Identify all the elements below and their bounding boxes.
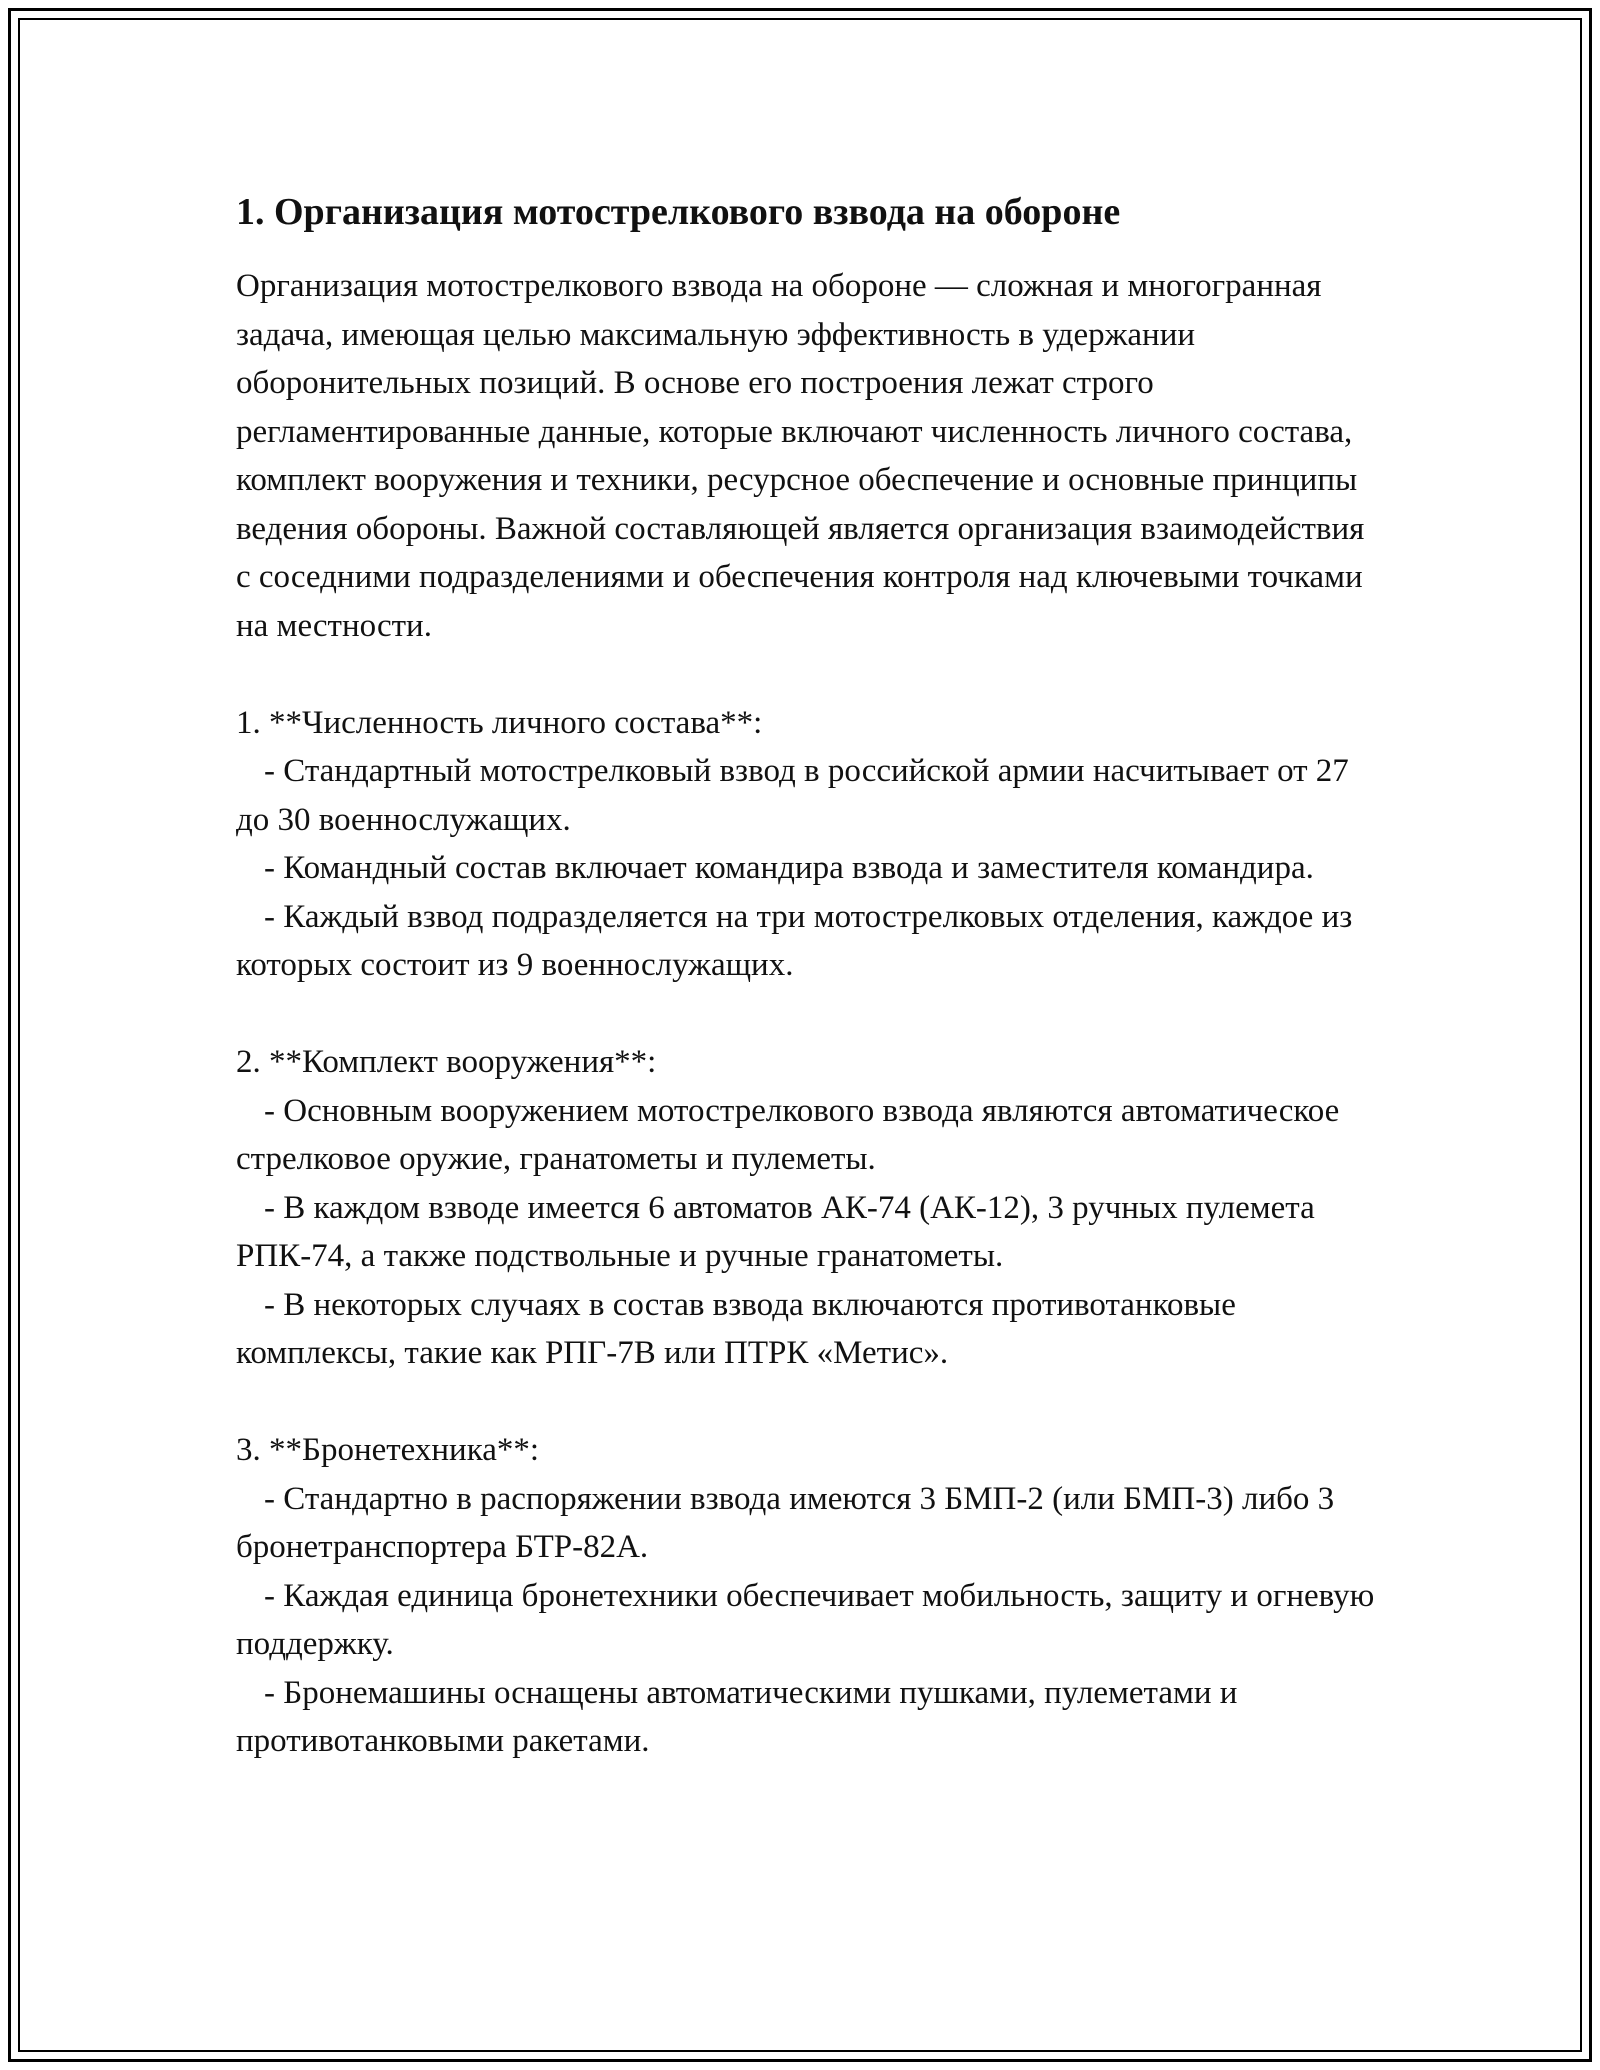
section-personnel [236,699,1386,990]
list-item: - Каждая единица бронетехники обеспечивает мобильность, защиту и огневую поддержку. [236,1577,1375,1662]
list-item: - Каждый взвод подразделяется на три мотострелковых отделения, каждое из которых состоит из 9 военнослужащих. [236,898,1353,983]
section-heading: 1. **Численность личного состава**: [236,704,763,741]
section-heading: 3. **Бронетехника**: [236,1432,540,1468]
section-armored-vehicles [236,1426,1386,1766]
intro-paragraph: Организация мотострелкового взвода на обороне — сложная и многогранная задача, имеющая целью максимальную эффективность в удержании оборонительных позиций. В основе его построения лежат строго регламентированные данные, которые включают численность личного состава, комплект вооружения и техники, ресурсное обеспечение и основные принципы ведения обороны. Важной составляющей является организация взаимодействия с соседними подразделениями и обеспечения контроля над ключевыми точками на местности. [236,268,1365,644]
section-heading: 2. **Комплект вооружения**: [236,1044,657,1080]
list-item: - В каждом взводе имеется 6 автоматов АК-74 (АК-12), 3 ручных пулемета РПК-74, а также подствольные и ручные гранатометы. [236,1189,1315,1274]
list-item: - Бронемашины оснащены автоматическими пушками, пулеметами и противотанковыми ракетами. [236,1674,1238,1759]
list-item: - Основным вооружением мотострелкового взвода являются автоматическое стрелковое оружие, гранатометы и пулеметы. [236,1092,1340,1177]
page-title: 1. Организация мотострелкового взвода на обороне [236,191,1121,233]
list-item: - Стандартный мотострелковый взвод в российской армии насчитывает от 27 до 30 военнослужащих. [236,753,1349,838]
list-item: - Командный состав включает командира взвода и заместителя командира. [264,850,1314,886]
section-armament [236,1038,1386,1378]
list-item: - В некоторых случаях в состав взвода включаются противотанковые комплексы, такие как РПГ-7В или ПТРК «Метис». [236,1286,1236,1371]
document-body [236,186,1386,1766]
list-item: - Стандартно в распоряжении взвода имеются 3 БМП-2 (или БМП-3) либо 3 бронетранспортера БТР-82А. [236,1480,1335,1565]
